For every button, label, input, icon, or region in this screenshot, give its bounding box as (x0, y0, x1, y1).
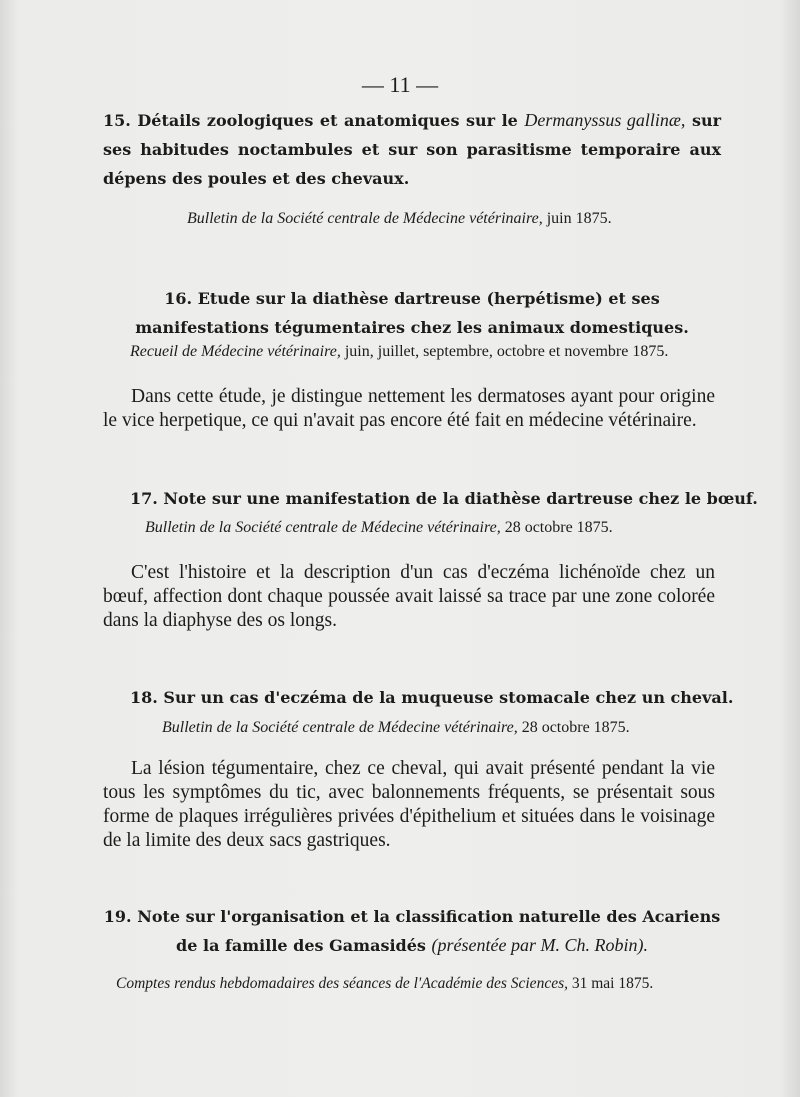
title-text: Note sur une manifestation de la diathèse dartreuse chez le bœuf. (163, 489, 758, 508)
citation-date: juin 1875. (546, 210, 612, 227)
entry-number: 16. (164, 289, 193, 308)
entry-number: 19. (103, 907, 132, 926)
entry-body: Dans cette étude, je distingue nettement les dermatoses ayant pour origine le vice herpetique, ce qui n'avait pas encore été fait en médecine vétérinaire. (103, 386, 715, 431)
citation (116, 975, 653, 993)
species-name: Dermanyssus gallinæ, (524, 110, 686, 130)
citation (187, 210, 612, 228)
page-number: — 11 — (361, 72, 439, 97)
entry-title (103, 902, 721, 960)
entry-title (130, 683, 734, 712)
title-text-continued: sur ses habitudes noctambules et sur son parasitisme temporaire aux dépens des poules et des chevaux. (103, 111, 722, 188)
citation-date: 28 octobre 1875. (521, 719, 630, 736)
citation-source: Bulletin de la Société centrale de Médecine vétérinaire, (187, 210, 543, 227)
title-text: Note sur l'organisation et la classification naturelle des Acariens de la famille des Gamasidés (137, 907, 721, 955)
entry-body: C'est l'histoire et la description d'un cas d'eczéma lichénoïde chez un bœuf, affection dont chaque poussée avait laissé sa trace par une zone colorée dans la diaphyse des os longs. (103, 562, 715, 631)
entry-number: 15. (103, 111, 131, 130)
citation-source: Bulletin de la Société centrale de Médecine vétérinaire, (145, 519, 501, 536)
title-italic-note: (présentée par M. Ch. Robin). (431, 935, 648, 955)
citation (130, 343, 668, 361)
citation-date: 31 mai 1875. (571, 975, 654, 992)
citation (145, 519, 613, 537)
citation-source: Bulletin de la Société centrale de Médecine vétérinaire, (162, 719, 518, 736)
entry-body: La lésion tégumentaire, chez ce cheval, qui avait présenté pendant la vie tous les symptômes du tic, avec balonnements fréquents, se présentait sous forme de plaques irrégulières privées d'épithelium et situées dans le voisinage de la limite des deux sacs gastriques. (103, 758, 715, 851)
title-text: Détails zoologiques et anatomiques sur le (137, 111, 518, 130)
title-text: Sur un cas d'eczéma de la muqueuse stomacale chez un cheval. (163, 688, 734, 707)
citation-date: juin, juillet, septembre, octobre et novembre 1875. (344, 343, 669, 360)
entry-title (130, 484, 758, 513)
title-text: Etude sur la diathèse dartreuse (herpétisme) et ses manifestations tégumentaires chez les animaux domestiques. (135, 289, 689, 337)
entry-number: 18. (130, 688, 158, 707)
entry-number: 17. (130, 489, 158, 508)
citation-source: Comptes rendus hebdomadaires des séances de l'Académie des Sciences, (116, 975, 568, 992)
entry-title (73, 106, 721, 193)
citation-date: 28 octobre 1875. (504, 519, 613, 536)
citation (162, 719, 630, 737)
citation-source: Recueil de Médecine vétérinaire, (130, 343, 341, 360)
entry-title (103, 284, 721, 342)
